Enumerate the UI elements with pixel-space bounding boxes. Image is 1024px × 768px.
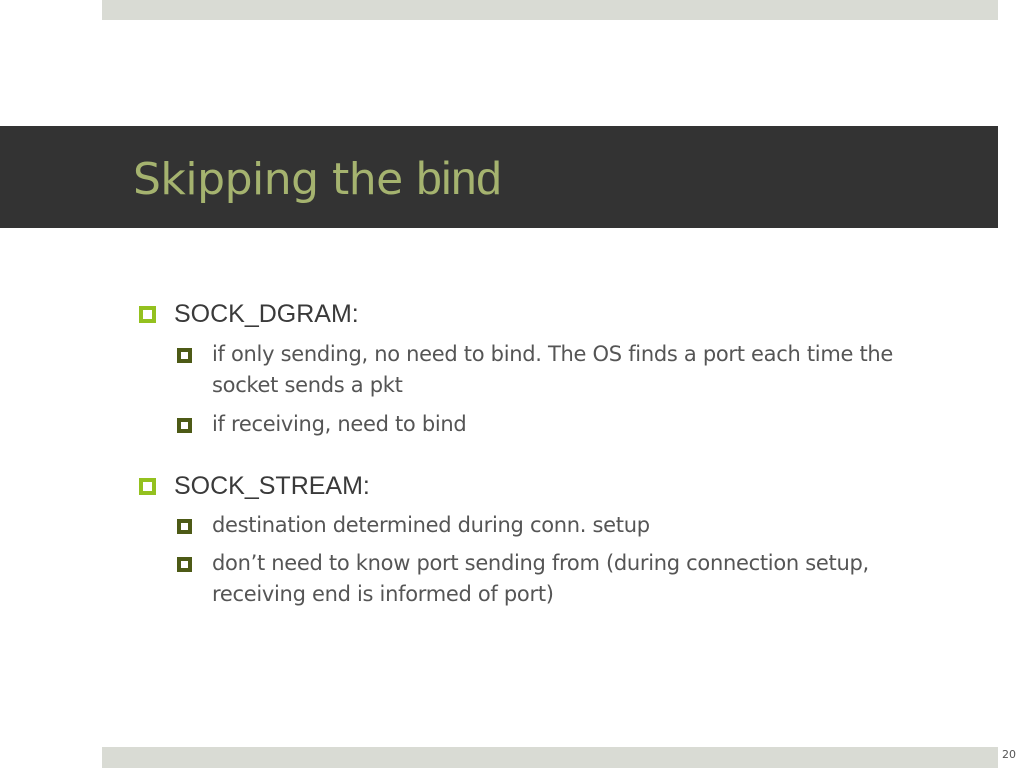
level2-bullet-icon bbox=[177, 418, 192, 433]
bullet-level2-text: if receiving, need to bind bbox=[212, 412, 467, 436]
bullet-level2-text: if only sending, no need to bind. The OS finds a port each time the socket sends a pkt bbox=[212, 342, 894, 397]
bullet-level2-text: destination determined during conn. setup bbox=[212, 513, 650, 537]
bullet-level1-text: SOCK_STREAM: bbox=[174, 472, 370, 500]
level2-bullet-icon bbox=[177, 519, 192, 534]
level1-bullet-icon bbox=[139, 306, 156, 323]
slide-title-prefix: Skipping the bbox=[133, 154, 417, 205]
level1-bullet-icon bbox=[139, 478, 156, 495]
level2-bullet-icon bbox=[177, 348, 192, 363]
bottom-accent-bar bbox=[102, 747, 998, 768]
bullet-level1-text: SOCK_DGRAM: bbox=[174, 300, 359, 328]
level2-bullet-icon bbox=[177, 557, 192, 572]
slide-title-code: bind bbox=[416, 152, 502, 204]
page-number: 20 bbox=[1002, 748, 1016, 761]
bullet-level2-text: don’t need to know port sending from (during connection setup, receiving end is informed of port) bbox=[212, 551, 869, 606]
